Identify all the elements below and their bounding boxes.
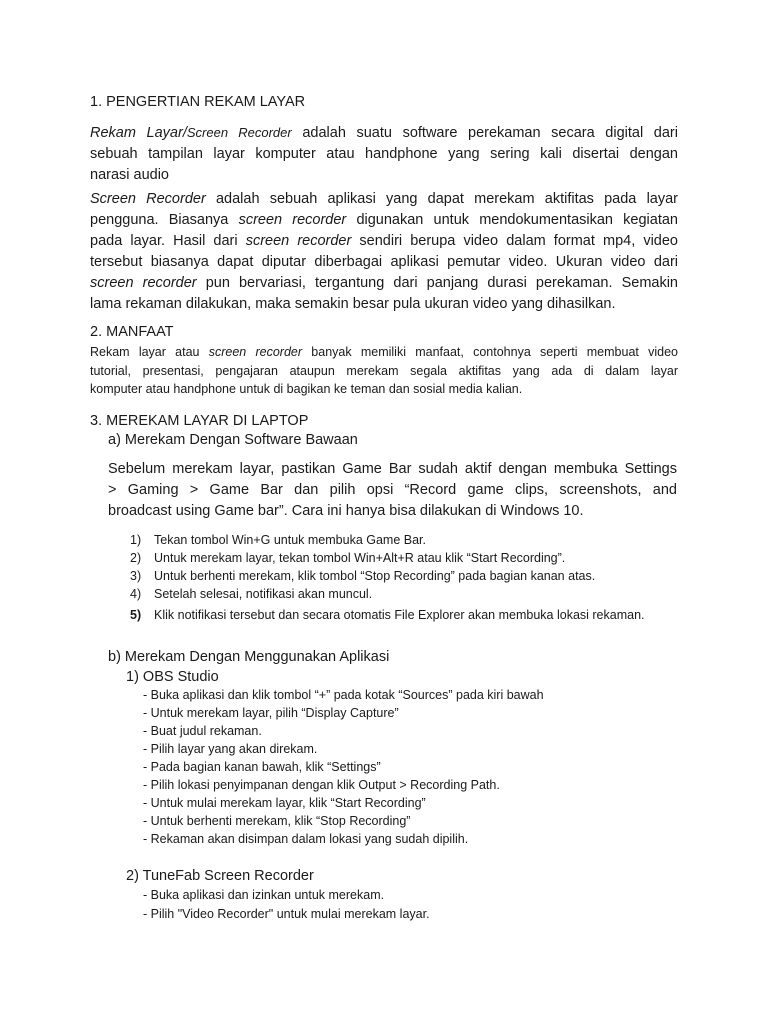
paragraph-line: pada layar. Hasil dari screen recorder sendiri berupa video dalam format mp4, video [90,233,678,249]
tunefab-title: 2) TuneFab Screen Recorder [126,868,314,884]
list-item: - Buat judul rekaman. [143,724,262,738]
list-item: - Rekaman akan disimpan dalam lokasi yang sudah dipilih. [143,832,469,846]
list-item: - Pada bagian kanan bawah, klik “Settings” [143,760,381,774]
paragraph-line: narasi audio [90,167,169,183]
step-item: 1) Tekan tombol Win+G untuk membuka Game Bar. [130,533,426,547]
paragraph-line: komputer atau handphone untuk di bagikan ke teman dan sosial media kalian. [90,382,523,396]
paragraph-line: sebuah tampilan layar komputer atau handphone yang sering kali disertai dengan [90,146,678,162]
list-item: - Pilih layar yang akan direkam. [143,742,318,756]
paragraph-line: tutorial, presentasi, pengajaran ataupun merekam segala aktifitas yang ada di dalam layar [90,363,678,378]
italic-term: Screen Recorder [186,125,292,140]
step-item: 5) Klik notifikasi tersebut dan secara otomatis File Explorer akan membuka lokasi rekaman. [130,608,645,622]
paragraph-line: broadcast using Game bar”. Cara ini hanya bisa dilakukan di Windows 10. [108,503,584,519]
paragraph-line: Rekam layar atau screen recorder banyak memiliki manfaat, contohnya seperti membuat video [90,345,678,359]
subsection-a-heading: a) Merekam Dengan Software Bawaan [108,432,358,448]
section-2-paragraph [90,343,678,399]
list-item: - Buka aplikasi dan klik tombol “+” pada kotak “Sources” pada kiri bawah [143,688,544,702]
italic-term: Rekam Layar/ [90,125,187,141]
paragraph-line: Screen Recorder adalah sebuah aplikasi yang dapat merekam aktifitas pada layar [90,191,678,207]
section-1-heading: 1. PENGERTIAN REKAM LAYAR [90,94,306,110]
paragraph-line: tersebut biasanya dapat diputar diberbagai aplikasi pemutar video. Ukuran video dari [90,254,678,270]
paragraph-line: pengguna. Biasanya screen recorder digunakan untuk mendokumentasikan kegiatan [90,212,678,228]
paragraph-line: lama rekaman dilakukan, maka semakin besar pula ukuran video yang dihasilkan. [90,296,616,312]
obs-studio-title: 1) OBS Studio [126,669,219,685]
section-3a-intro [108,459,677,522]
step-item: 3) Untuk berhenti merekam, klik tombol “Stop Recording” pada bagian kanan atas. [130,569,596,583]
list-item: - Pilih lokasi penyimpanan dengan klik Output > Recording Path. [143,778,500,792]
list-item: - Untuk mulai merekam layar, klik “Start Recording” [143,796,426,810]
paragraph-line: > Gaming > Game Bar dan pilih opsi “Record game clips, screenshots, and [108,482,677,498]
section-2-heading: 2. MANFAAT [90,324,174,340]
list-item: - Buka aplikasi dan izinkan untuk merekam. [143,888,385,902]
section-3-heading: 3. MEREKAM LAYAR DI LAPTOP [90,413,309,429]
section-1-paragraph-2 [90,189,678,315]
section-1-paragraph-1 [90,122,678,186]
subsection-b-heading: b) Merekam Dengan Menggunakan Aplikasi [108,649,390,665]
list-item: - Untuk berhenti merekam, klik “Stop Recording” [143,814,411,828]
paragraph-line: screen recorder pun bervariasi, tergantung dari panjang durasi perekaman. Semakin [90,275,679,291]
step-item: 2) Untuk merekam layar, tekan tombol Win+Alt+R atau klik “Start Recording”. [130,551,566,565]
list-item: - Pilih "Video Recorder" untuk mulai merekam layar. [143,907,430,921]
paragraph-line: Rekam Layar/Screen Recorder adalah suatu software perekaman secara digital dari [90,125,678,141]
list-item: - Untuk merekam layar, pilih “Display Capture” [143,706,399,720]
step-item: 4) Setelah selesai, notifikasi akan muncul. [130,587,373,601]
paragraph-line: Sebelum merekam layar, pastikan Game Bar sudah aktif dengan membuka Settings [108,461,677,477]
